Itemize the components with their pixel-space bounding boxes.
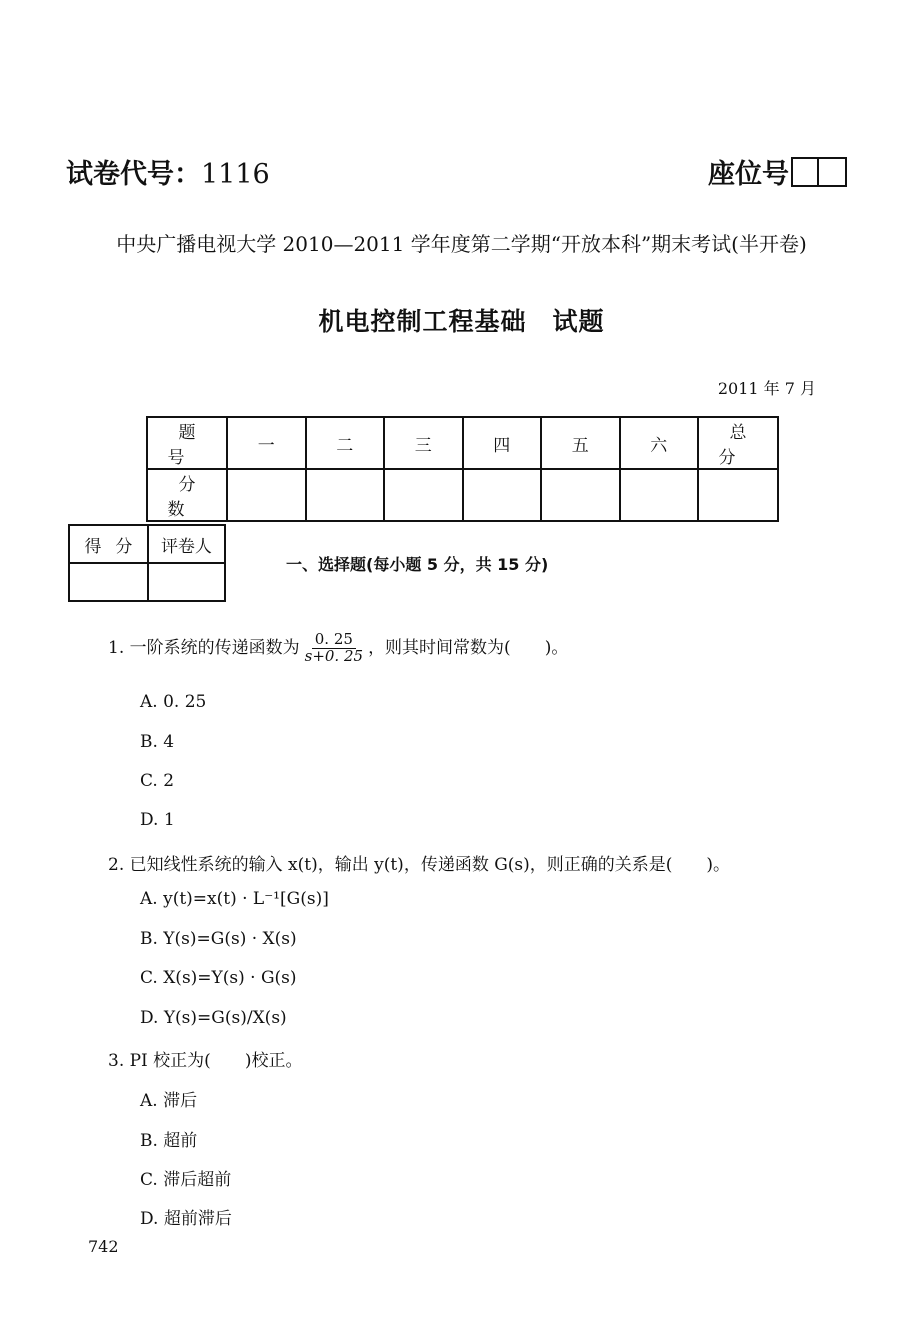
score-table-col-1: 一 [227,417,306,469]
question-1-option-d[interactable]: D. 1 [140,810,175,830]
score-cell[interactable] [306,469,385,521]
score-table-label-score: 分数 [147,469,227,521]
subject-title: 机电控制工程基础 试题 [318,307,605,336]
question-1-option-c[interactable]: C. 2 [140,771,175,791]
grader-table-score-label: 得分 [69,525,148,563]
score-cell[interactable] [541,469,620,521]
question-2-option-c[interactable]: C. X(s)=Y(s) · G(s) [140,968,297,988]
exam-title: 中央广播电视大学 2010—2011 学年度第二学期“开放本科”期末考试(半开卷) [116,232,807,256]
score-cell[interactable] [620,469,699,521]
transfer-function-fraction [302,632,366,665]
paper-code [66,152,270,191]
seat-label: 座位号 [708,159,789,190]
score-table [146,416,779,522]
fraction-numerator: 0. 25 [312,632,356,649]
score-table-label-question: 题号 [147,417,227,469]
grader-score-cell[interactable] [69,563,148,601]
question-3-option-b[interactable]: B. 超前 [140,1131,198,1151]
score-table-col-3: 三 [384,417,463,469]
score-cell[interactable] [227,469,306,521]
question-2: 2. 已知线性系统的输入 x(t)，输出 y(t)，传递函数 G(s)，则正确的关系是( )。 [108,855,731,875]
question-3-option-d[interactable]: D. 超前滞后 [140,1209,232,1229]
question-2-option-d[interactable]: D. Y(s)=G(s)/X(s) [140,1008,287,1028]
seat-number [708,152,847,191]
score-table-col-6: 六 [620,417,699,469]
grader-table-input-row [69,563,225,601]
question-3: 3. PI 校正为( )校正。 [108,1051,303,1071]
seat-box-2 [819,157,847,187]
paper-code-label: 试卷代号： [66,159,201,190]
section-title: 一、选择题(每小题 5 分，共 15 分) [286,555,549,574]
question-3-option-a[interactable]: A. 滞后 [140,1091,198,1111]
seat-boxes [791,157,847,187]
grader-table [68,524,226,602]
seat-box-1 [791,157,819,187]
page-number: 742 [88,1237,119,1256]
score-table-col-4: 四 [463,417,542,469]
question-1-option-a[interactable]: A. 0. 25 [140,692,207,712]
score-cell[interactable] [384,469,463,521]
score-table-header-row [147,417,778,469]
score-cell[interactable] [463,469,542,521]
question-1 [108,632,568,665]
question-1-stem-end: ，则其时间常数为( )。 [368,637,569,658]
fraction-denominator: s+0. 25 [304,646,364,665]
exam-date: 2011 年 7 月 [717,379,816,398]
question-2-option-b[interactable]: B. Y(s)=G(s) · X(s) [140,929,297,949]
question-2-option-a[interactable]: A. y(t)=x(t) · L⁻¹[G(s)] [140,889,329,909]
question-1-stem-start: 1. 一阶系统的传递函数为 [108,637,300,658]
score-table-col-total: 总分 [698,417,778,469]
grader-table-header-row [69,525,225,563]
paper-code-number: 1116 [201,159,270,190]
grader-table-grader-label: 评卷人 [148,525,225,563]
score-table-score-row [147,469,778,521]
score-cell[interactable] [698,469,778,521]
question-1-option-b[interactable]: B. 4 [140,732,175,752]
grader-name-cell[interactable] [148,563,225,601]
question-3-option-c[interactable]: C. 滞后超前 [140,1170,232,1190]
score-table-col-2: 二 [306,417,385,469]
score-table-col-5: 五 [541,417,620,469]
